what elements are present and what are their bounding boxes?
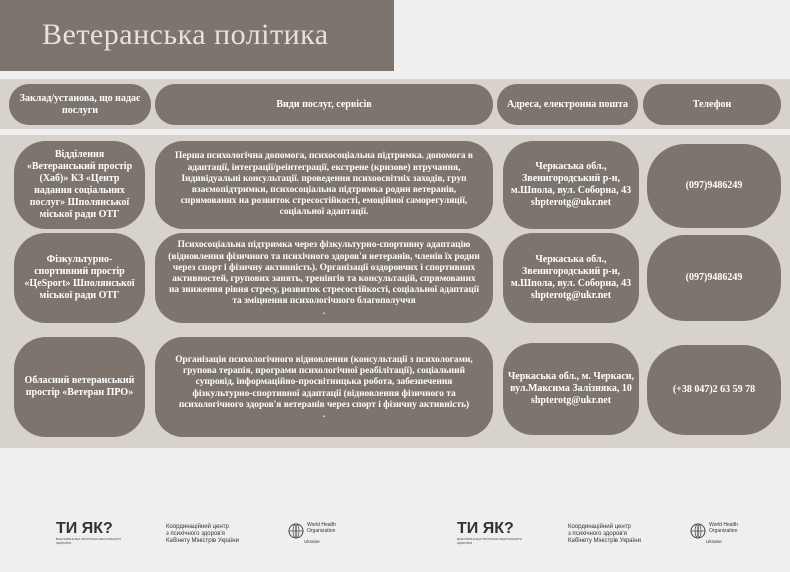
row2-email: shpterotg@ukr.net xyxy=(530,290,612,301)
row2-phone: (097)9486249 xyxy=(647,235,781,321)
row3-institution: Обласний ветеранський простір «Ветеран ПРО» xyxy=(14,337,145,437)
who-logo-right xyxy=(690,523,738,544)
who-line2-2: Organization xyxy=(709,527,738,534)
coord-center-logo-left xyxy=(166,524,239,545)
page-title: Ветеранська політика xyxy=(42,18,329,51)
coord-line1: Координаційний центр xyxy=(166,524,229,530)
header-institution: Заклад/установа, що надає послуги xyxy=(9,84,151,125)
row2-address xyxy=(503,233,639,323)
header-address: Адреса, електронна пошта xyxy=(497,84,638,125)
coord-line1-2: Координаційний центр xyxy=(568,524,631,530)
row3-email: shpterotg@ukr.net xyxy=(530,395,612,406)
row3-address-text: Черкаська обл., м. Черкаси, вул.Максима Залізняка, 10 xyxy=(507,371,635,394)
row2-services xyxy=(155,233,493,323)
coord-center-logo-right xyxy=(568,524,641,545)
row2-services-tail: . xyxy=(322,306,326,317)
row2-address-text: Черкаська обл., Звенигородський р-н, м.Шпола, вул. Соборна, 43 xyxy=(510,254,632,289)
header-phone: Телефон xyxy=(643,84,781,125)
coord-line3: Кабінету Міністрів України xyxy=(166,538,239,544)
tiyak-logo-text: ТИ ЯК? xyxy=(56,520,113,537)
who-logo-left xyxy=(288,523,336,544)
who-emblem-icon xyxy=(288,523,304,539)
coord-line2-2: з психічного здоров'я xyxy=(568,531,627,537)
row3-services-text: Організація психологічного відновлення (консультації з психологами, групова терапія, програми психологічної реабілітації), соціальний супровід, інформаційно-просвітницька робота, забезпечення фізкультурно-спортивної адаптації (відновлення фізичного та психологічного здоров'я ветеранів через спорт і фізичну активність) xyxy=(175,354,473,410)
row1-services-text: Перша психологічна допомога, психосоціальна підтримка. допомога в адаптації, інтеграції/реінтеграції, екстрене (кризове) втручання, Індивідуальні консультації. проведення психоосвітніх заходів, груп взаємопідтримки, психосоціальна підтримка родин ветеранів, спрямованих на розвиток стресостійкості, емоційної саморегуляції, соціальної адаптації. xyxy=(175,151,473,218)
row1-email: shpterotg@ukr.net xyxy=(530,197,612,208)
row1-phone: (097)9486249 xyxy=(647,144,781,228)
row3-phone: (+38 047)2 63 59 78 xyxy=(647,345,781,435)
who-country-2: Ukraine xyxy=(706,539,722,544)
row1-address xyxy=(503,141,639,229)
row3-address xyxy=(503,343,639,435)
tiyak-logo-text-2: ТИ ЯК? xyxy=(457,520,514,537)
who-line2: Organization xyxy=(307,527,336,534)
who-emblem-icon-2 xyxy=(690,523,706,539)
row3-services xyxy=(155,337,493,437)
coord-line3-2: Кабінету Міністрів України xyxy=(568,538,641,544)
row3-services-tail: . xyxy=(322,410,326,420)
row1-address-text: Черкаська обл., Звенигородський р-н, м.Шпола, вул. Соборна, 43 xyxy=(510,161,632,196)
row1-institution: Відділення «Ветеранський простір (Хаб)» КЗ «Центр надання соціальних послуг» Шполянської міської ради ОТГ xyxy=(14,141,145,229)
tiyak-logo-left xyxy=(56,520,126,545)
who-line1-2: World Health xyxy=(709,522,738,528)
tiyak-logo-right xyxy=(457,520,527,545)
row1-services xyxy=(155,141,493,229)
tiyak-logo-subtitle-2: ВСЕУКРАЇНСЬКА ПРОГРАМА МЕНТАЛЬНОГО ЗДОРОВ'Я xyxy=(457,537,523,545)
who-country: Ukraine xyxy=(304,539,320,544)
title-banner xyxy=(0,0,394,71)
header-services: Види послуг, сервісів xyxy=(155,84,493,125)
row2-institution: Фізкультурно-спортивний простір «ЦеSport» Шполянської міської ради ОТГ xyxy=(14,233,145,323)
tiyak-logo-subtitle: ВСЕУКРАЇНСЬКА ПРОГРАМА МЕНТАЛЬНОГО ЗДОРОВ'Я xyxy=(56,537,122,545)
who-line1: World Health xyxy=(307,522,336,528)
row2-services-text: Психосоціальна підтримка через фізкультурно-спортивну адаптацію (відновлення фізичного та психічного здоров'я ветеранів, членів їх родин через спорт і фізичну активність). Організації оздоровчих і спортивних активностей, групових занять, тренінгів та консультацій, спрямованих на зниження рівня стресу, розвиток стресостійкості, соціальної адаптації та зміцнення психологічного благополуччя xyxy=(168,240,480,307)
coord-line2: з психічного здоров'я xyxy=(166,531,225,537)
